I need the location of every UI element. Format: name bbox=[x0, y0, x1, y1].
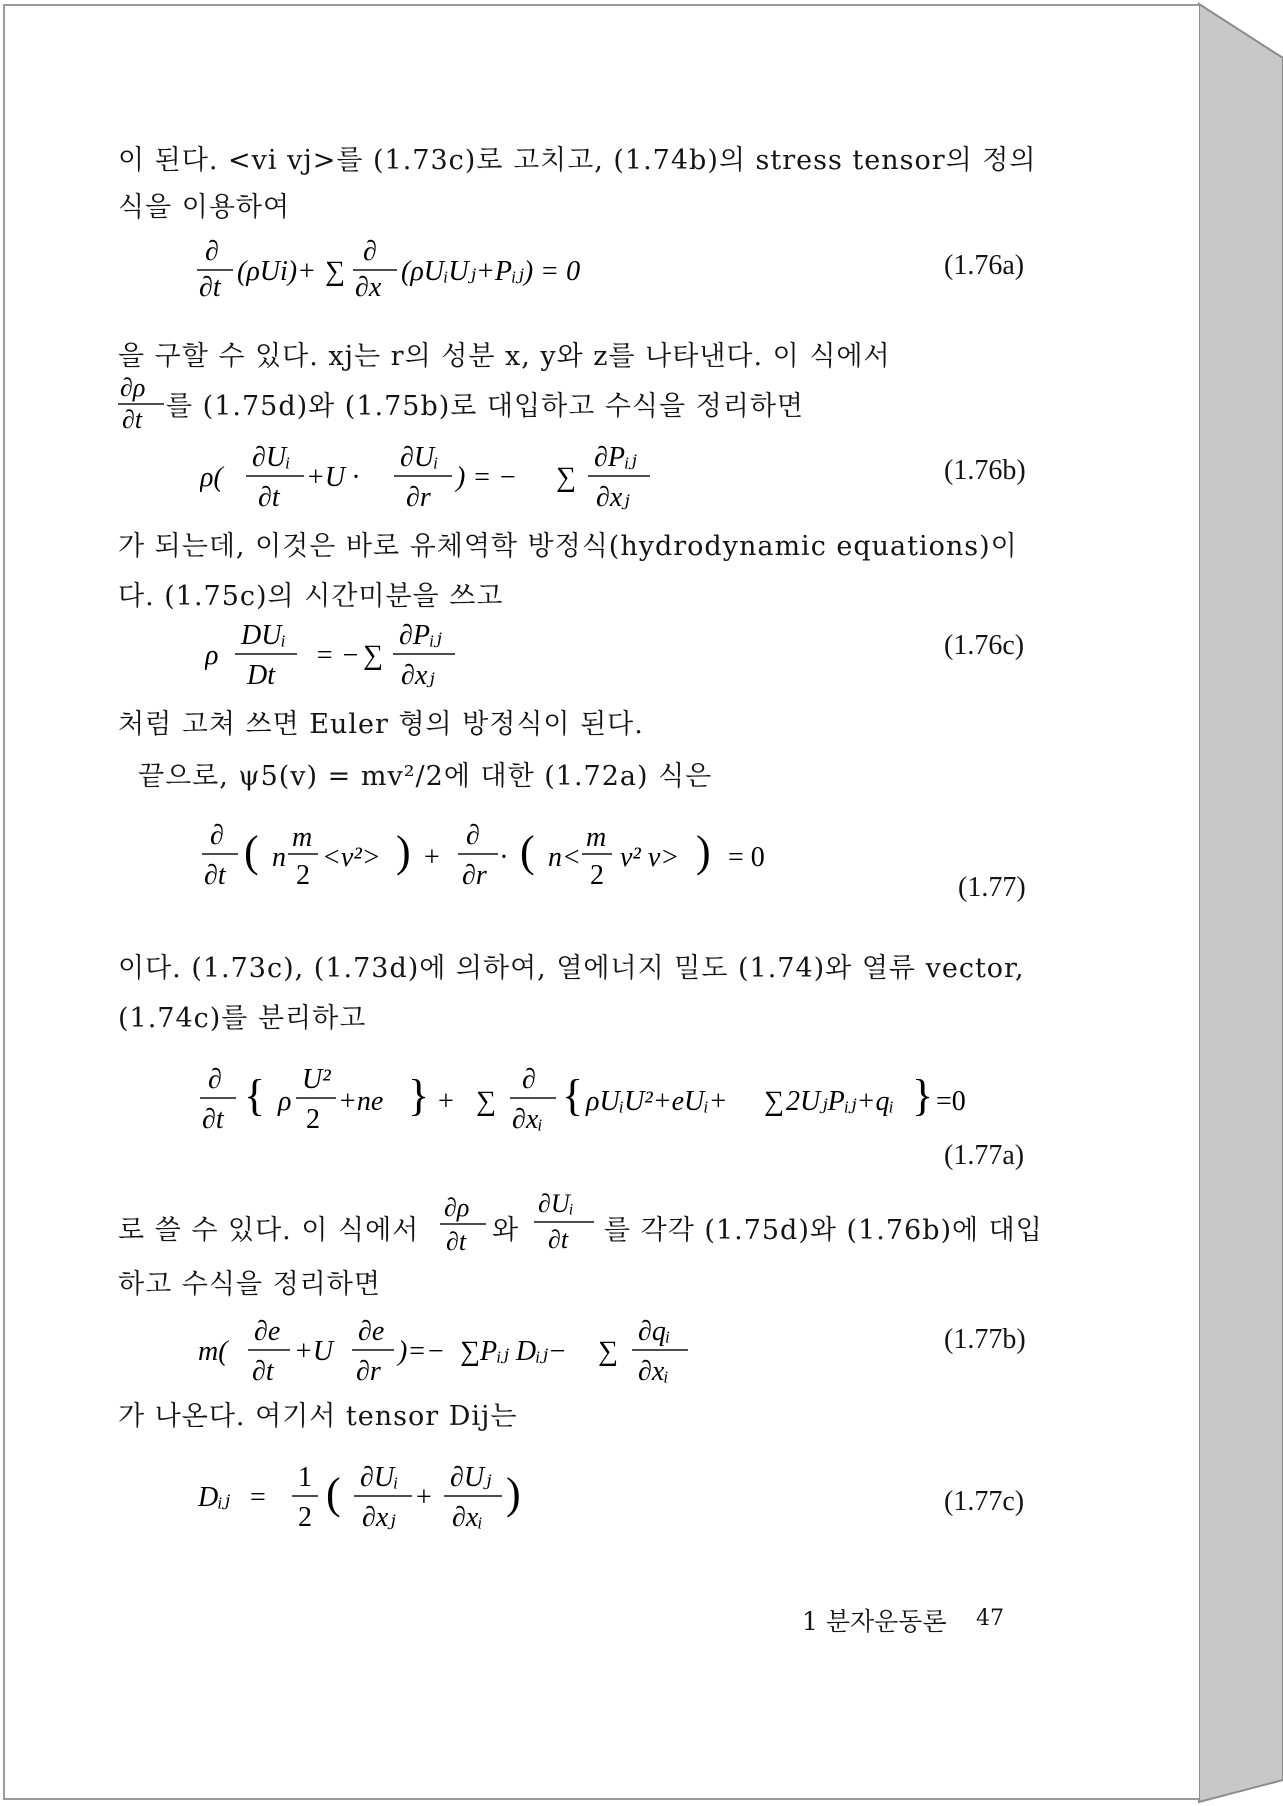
svg-text:∂t: ∂t bbox=[122, 405, 143, 432]
paragraph-6-line-1: 이다. (1.73c), (1.73d)에 의하여, 열에너지 밀도 (1.74)와 열류 vector, bbox=[118, 953, 1025, 984]
svg-text:∑: ∑ bbox=[598, 1336, 618, 1367]
svg-text:m: m bbox=[292, 822, 313, 853]
equation-number-1-76c: (1.76c) bbox=[944, 630, 1025, 661]
equation-1-77b bbox=[198, 1310, 718, 1390]
svg-text:∂qᵢ: ∂qᵢ bbox=[638, 1316, 671, 1347]
svg-text:∂e: ∂e bbox=[254, 1316, 281, 1347]
svg-text:)=−: )=− bbox=[398, 1336, 446, 1367]
paragraph-5-line-1: 끝으로, ψ5(v) = mv²/2에 대한 (1.72a) 식은 bbox=[138, 761, 713, 792]
svg-text:∂: ∂ bbox=[522, 1064, 536, 1095]
svg-text:+ne: +ne bbox=[338, 1086, 384, 1117]
svg-text:∂t: ∂t bbox=[258, 482, 280, 513]
svg-text:(ρUi)+: (ρUi)+ bbox=[237, 256, 316, 287]
svg-text:+: + bbox=[438, 1086, 454, 1117]
drho-dt-inline bbox=[440, 1192, 490, 1254]
svg-text:∂Uᵢ: ∂Uᵢ bbox=[252, 442, 291, 473]
svg-text:2: 2 bbox=[590, 860, 604, 891]
footer-chapter: 1 분자운동론 bbox=[802, 1607, 947, 1636]
svg-text:ρ: ρ bbox=[205, 640, 219, 671]
svg-text:2UⱼPᵢⱼ+qᵢ: 2UⱼPᵢⱼ+qᵢ bbox=[786, 1086, 894, 1117]
svg-text:∑: ∑ bbox=[363, 640, 383, 671]
svg-text:{: { bbox=[562, 1071, 584, 1120]
paragraph-3-line-1: 가 되는데, 이것은 바로 유체역학 방정식(hydrodynamic equations)이 bbox=[118, 531, 1018, 562]
svg-text:): ) bbox=[396, 827, 411, 876]
svg-text:∂t: ∂t bbox=[199, 272, 221, 303]
svg-text:∂: ∂ bbox=[466, 820, 480, 851]
svg-text:∂: ∂ bbox=[210, 820, 224, 851]
svg-text:∑: ∑ bbox=[325, 256, 345, 287]
drho-dt-fraction bbox=[118, 374, 168, 432]
svg-text:) = −: ) = − bbox=[456, 462, 518, 493]
equation-1-76c bbox=[205, 616, 505, 692]
svg-text:∂xⱼ: ∂xⱼ bbox=[596, 482, 630, 513]
svg-text:∂t: ∂t bbox=[202, 1104, 224, 1135]
equation-1-77c bbox=[198, 1454, 558, 1538]
footer-page-number: 47 bbox=[976, 1606, 1004, 1631]
paragraph-2-line-2: 를 (1.75d)와 (1.75b)로 대입하고 수식을 정리하면 bbox=[166, 391, 804, 422]
svg-text:∂Uᵢ: ∂Uᵢ bbox=[400, 442, 439, 473]
svg-text:m(: m( bbox=[198, 1336, 228, 1367]
svg-text:∂: ∂ bbox=[208, 1064, 222, 1095]
equation-1-77 bbox=[200, 816, 860, 896]
svg-text:∂xᵢ: ∂xᵢ bbox=[512, 1104, 543, 1135]
svg-text:Dt: Dt bbox=[247, 660, 275, 691]
svg-text:<v²>: <v²> bbox=[322, 842, 381, 873]
svg-text:∂r: ∂r bbox=[406, 482, 431, 513]
svg-text:+U: +U bbox=[294, 1336, 334, 1367]
svg-text:m: m bbox=[586, 822, 607, 853]
svg-text:U²: U² bbox=[302, 1064, 331, 1095]
svg-text:∂Uᵢ: ∂Uᵢ bbox=[538, 1189, 574, 1218]
svg-text:= −: = − bbox=[315, 640, 360, 671]
svg-text:+: + bbox=[424, 842, 440, 873]
svg-text:(: ( bbox=[244, 827, 259, 876]
svg-text:2: 2 bbox=[306, 1104, 320, 1135]
svg-text:∑: ∑ bbox=[476, 1086, 496, 1117]
svg-text:∑: ∑ bbox=[460, 1336, 480, 1367]
svg-text:2: 2 bbox=[296, 860, 310, 891]
svg-text:): ) bbox=[696, 827, 711, 876]
svg-text:∂: ∂ bbox=[205, 236, 219, 267]
svg-text:n: n bbox=[272, 842, 286, 873]
svg-text:∂xᵢ: ∂xᵢ bbox=[638, 1356, 669, 1387]
svg-text:DUᵢ: DUᵢ bbox=[241, 620, 286, 651]
svg-text:∂Pᵢⱼ: ∂Pᵢⱼ bbox=[399, 620, 442, 651]
equation-1-76a bbox=[195, 236, 715, 306]
svg-text:Pᵢⱼ Dᵢⱼ−: Pᵢⱼ Dᵢⱼ− bbox=[480, 1336, 567, 1367]
paragraph-8-line-1: 가 나온다. 여기서 tensor Dij는 bbox=[118, 1401, 518, 1432]
paragraph-3-line-2: 다. (1.75c)의 시간미분을 쓰고 bbox=[118, 581, 504, 612]
svg-text:∑: ∑ bbox=[556, 462, 576, 493]
equation-number-1-77c: (1.77c) bbox=[944, 1486, 1025, 1517]
paragraph-7-line-1b: 와 bbox=[492, 1215, 520, 1246]
svg-text:∂xⱼ: ∂xⱼ bbox=[401, 660, 435, 691]
equation-number-1-76a: (1.76a) bbox=[944, 250, 1025, 281]
svg-text:): ) bbox=[506, 1469, 521, 1518]
svg-text:∑: ∑ bbox=[764, 1086, 784, 1117]
equation-number-1-77a: (1.77a) bbox=[944, 1140, 1025, 1171]
svg-text:2: 2 bbox=[298, 1502, 312, 1533]
paragraph-1-line-2: 식을 이용하여 bbox=[118, 192, 291, 223]
svg-text:v² v>: v² v> bbox=[620, 842, 680, 873]
svg-text:∂Pᵢⱼ: ∂Pᵢⱼ bbox=[594, 442, 637, 473]
paragraph-6-line-2: (1.74c)를 분리하고 bbox=[118, 1003, 367, 1034]
svg-text:∂ρ: ∂ρ bbox=[444, 1193, 470, 1222]
svg-text:n<: n< bbox=[548, 842, 581, 873]
paragraph-7-line-1c: 를 각각 (1.75d)와 (1.76b)에 대입 bbox=[604, 1215, 1043, 1246]
svg-text:}: } bbox=[912, 1071, 934, 1120]
svg-text:∂r: ∂r bbox=[356, 1356, 381, 1387]
svg-text:=: = bbox=[250, 1482, 266, 1513]
equation-1-77a bbox=[198, 1056, 998, 1140]
paragraph-4-line-1: 처럼 고쳐 쓰면 Euler 형의 방정식이 된다. bbox=[118, 709, 644, 740]
svg-text:∂xᵢ: ∂xᵢ bbox=[452, 1502, 483, 1533]
svg-text:∂Uⱼ: ∂Uⱼ bbox=[450, 1462, 492, 1493]
svg-text:+: + bbox=[416, 1482, 432, 1513]
svg-text:+U ·: +U · bbox=[306, 462, 360, 493]
svg-text:(: ( bbox=[520, 827, 535, 876]
svg-text:(ρUᵢUⱼ+Pᵢⱼ) = 0: (ρUᵢUⱼ+Pᵢⱼ) = 0 bbox=[401, 256, 581, 287]
paragraph-2-line-1: 을 구할 수 있다. xj는 r의 성분 x, y와 z를 나타낸다. 이 식에서 bbox=[118, 341, 891, 372]
svg-text:{: { bbox=[244, 1071, 266, 1120]
svg-text:1: 1 bbox=[298, 1462, 312, 1493]
svg-text:ρUᵢU²+eUᵢ+: ρUᵢU²+eUᵢ+ bbox=[586, 1086, 728, 1117]
svg-text:·: · bbox=[500, 842, 507, 873]
svg-text:∂t: ∂t bbox=[204, 860, 226, 891]
equation-number-1-76b: (1.76b) bbox=[944, 455, 1026, 486]
svg-text:∂: ∂ bbox=[363, 236, 377, 267]
svg-text:∂t: ∂t bbox=[252, 1356, 274, 1387]
equation-number-1-77: (1.77) bbox=[958, 872, 1026, 903]
dU-dt-inline bbox=[534, 1186, 598, 1254]
svg-text:= 0: = 0 bbox=[728, 842, 765, 873]
svg-text:∂t: ∂t bbox=[446, 1227, 467, 1254]
svg-text:}: } bbox=[408, 1071, 430, 1120]
paragraph-7-line-2: 하고 수식을 정리하면 bbox=[118, 1269, 381, 1300]
svg-text:∂ρ: ∂ρ bbox=[120, 374, 146, 402]
svg-text:∂e: ∂e bbox=[358, 1316, 385, 1347]
svg-text:∂t: ∂t bbox=[548, 1225, 569, 1254]
svg-text:Dᵢⱼ: Dᵢⱼ bbox=[198, 1482, 231, 1513]
svg-text:∂Uᵢ: ∂Uᵢ bbox=[360, 1462, 399, 1493]
svg-text:∂xⱼ: ∂xⱼ bbox=[362, 1502, 396, 1533]
svg-text:∂x: ∂x bbox=[355, 272, 382, 303]
paragraph-7-line-1a: 로 쓸 수 있다. 이 식에서 bbox=[118, 1215, 420, 1246]
paragraph-1-line-1: 이 된다. <vi vj>를 (1.73c)로 고치고, (1.74b)의 stress tensor의 정의 bbox=[118, 145, 1037, 176]
equation-1-76b bbox=[200, 436, 680, 516]
svg-text:∂r: ∂r bbox=[462, 860, 487, 891]
svg-text:ρ(: ρ( bbox=[200, 462, 223, 493]
equation-number-1-77b: (1.77b) bbox=[944, 1324, 1026, 1355]
svg-text:ρ: ρ bbox=[278, 1086, 292, 1117]
svg-text:=0: =0 bbox=[936, 1086, 966, 1117]
svg-text:(: ( bbox=[326, 1469, 341, 1518]
